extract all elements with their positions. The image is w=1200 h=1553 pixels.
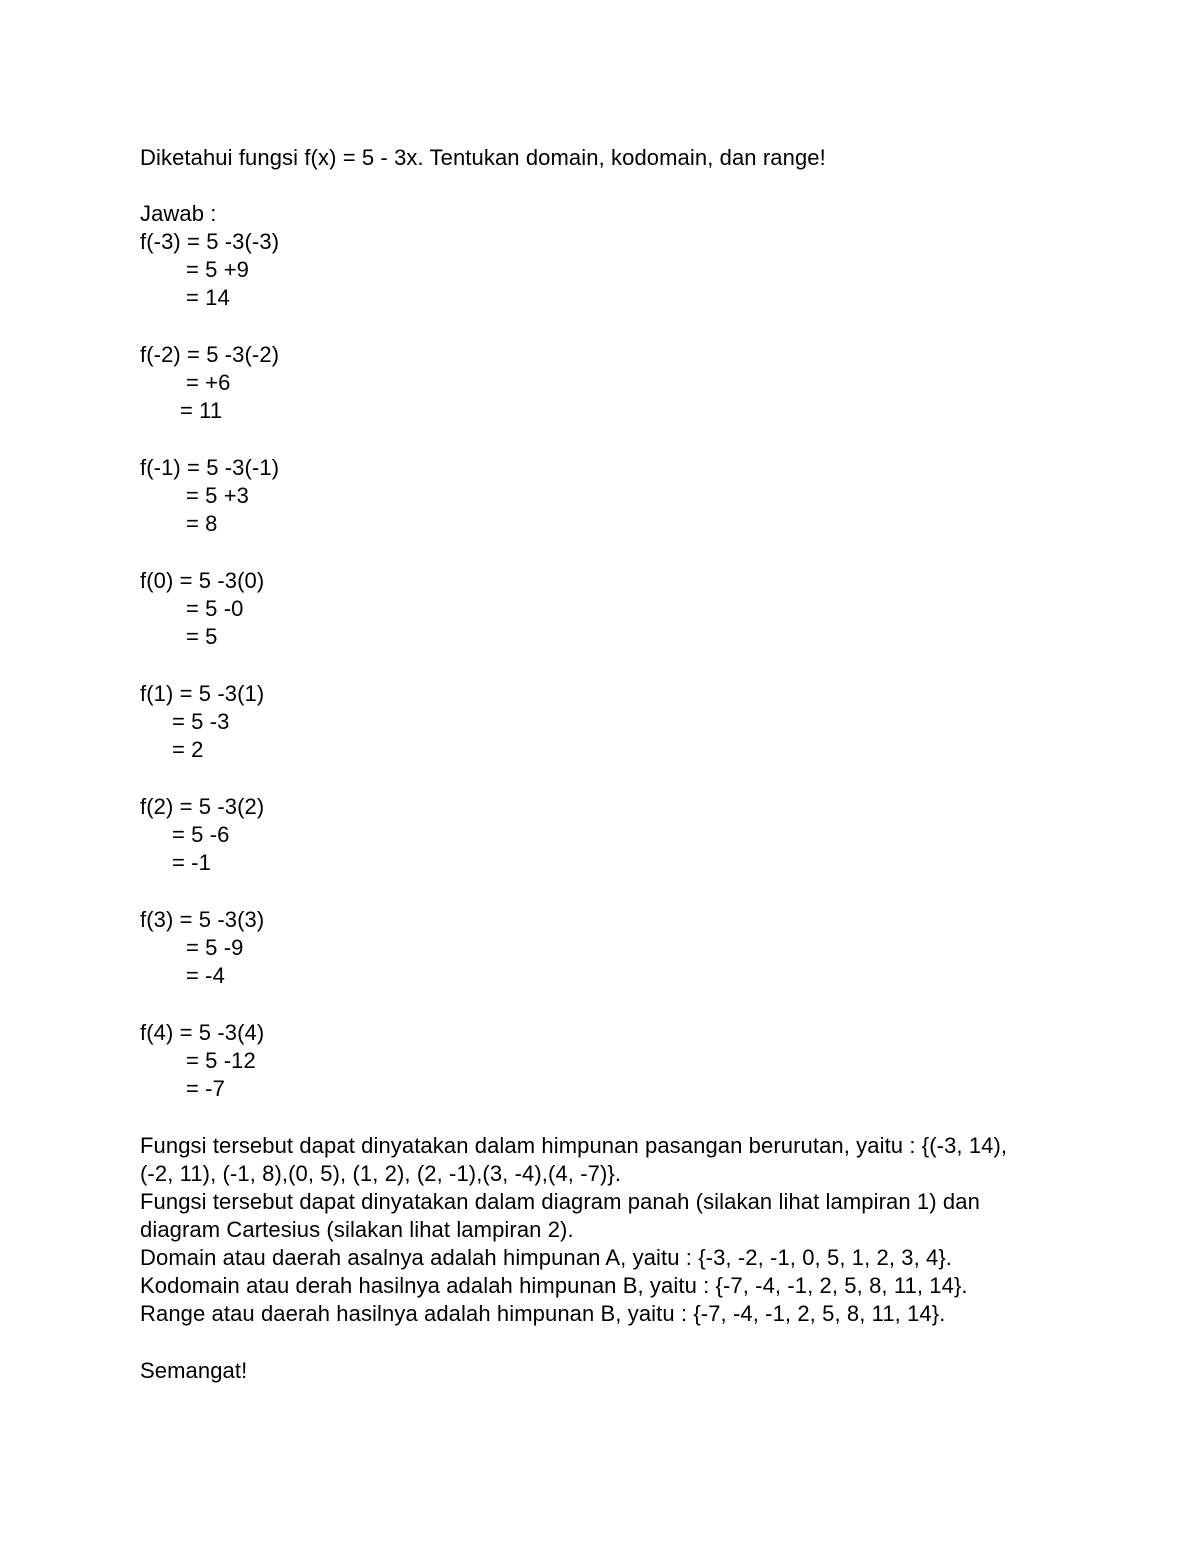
step-equation: f(-2) = 5 -3(-2) bbox=[140, 342, 280, 367]
step-equation: f(2) = 5 -3(2) bbox=[140, 794, 265, 819]
conclusion-line: Domain atau daerah asalnya adalah himpunan A, yaitu : {-3, -2, -1, 0, 5, 1, 2, 3, 4}. bbox=[140, 1245, 953, 1270]
step-equation: = 5 -12 bbox=[186, 1048, 256, 1073]
step-equation: = 5 bbox=[186, 624, 218, 649]
step-equation: = 11 bbox=[180, 398, 223, 423]
conclusion-line: Fungsi tersebut dapat dinyatakan dalam diagram panah (silakan lihat lampiran 1) dan bbox=[140, 1189, 980, 1214]
step-equation: f(-3) = 5 -3(-3) bbox=[140, 229, 280, 254]
conclusion-line: diagram Cartesius (silakan lihat lampiran 2). bbox=[140, 1217, 574, 1242]
step-equation: = 5 +3 bbox=[186, 483, 249, 508]
question-text: Diketahui fungsi f(x) = 5 - 3x. Tentukan domain, kodomain, dan range! bbox=[140, 145, 826, 170]
step-equation: = 5 -6 bbox=[172, 822, 230, 847]
step-equation: f(0) = 5 -3(0) bbox=[140, 568, 265, 593]
step-equation: = 8 bbox=[186, 511, 218, 536]
step-equation: = 14 bbox=[186, 285, 230, 310]
conclusion-line: Fungsi tersebut dapat dinyatakan dalam himpunan pasangan berurutan, yaitu : {(-3, 14), bbox=[140, 1133, 1008, 1158]
step-equation: f(-1) = 5 -3(-1) bbox=[140, 455, 280, 480]
conclusion-line: (-2, 11), (-1, 8),(0, 5), (1, 2), (2, -1),(3, -4),(4, -7)}. bbox=[140, 1161, 622, 1186]
step-equation: = 5 -3 bbox=[172, 709, 230, 734]
closing-text: Semangat! bbox=[140, 1358, 248, 1383]
step-equation: = 5 -0 bbox=[186, 596, 244, 621]
step-equation: f(4) = 5 -3(4) bbox=[140, 1020, 265, 1045]
conclusion-line: Range atau daerah hasilnya adalah himpunan B, yaitu : {-7, -4, -1, 2, 5, 8, 11, 14}. bbox=[140, 1301, 946, 1326]
step-equation: = -7 bbox=[186, 1076, 225, 1101]
step-equation: = 5 +9 bbox=[186, 257, 249, 282]
step-equation: = 2 bbox=[172, 737, 204, 762]
step-equation: = -1 bbox=[172, 850, 211, 875]
step-equation: f(1) = 5 -3(1) bbox=[140, 681, 265, 706]
step-equation: = 5 -9 bbox=[186, 935, 244, 960]
step-equation: = +6 bbox=[186, 370, 231, 395]
answer-label: Jawab : bbox=[140, 201, 217, 226]
step-equation: = -4 bbox=[186, 963, 225, 988]
step-equation: f(3) = 5 -3(3) bbox=[140, 907, 265, 932]
conclusion-line: Kodomain atau derah hasilnya adalah himpunan B, yaitu : {-7, -4, -1, 2, 5, 8, 11, 14}. bbox=[140, 1273, 968, 1298]
